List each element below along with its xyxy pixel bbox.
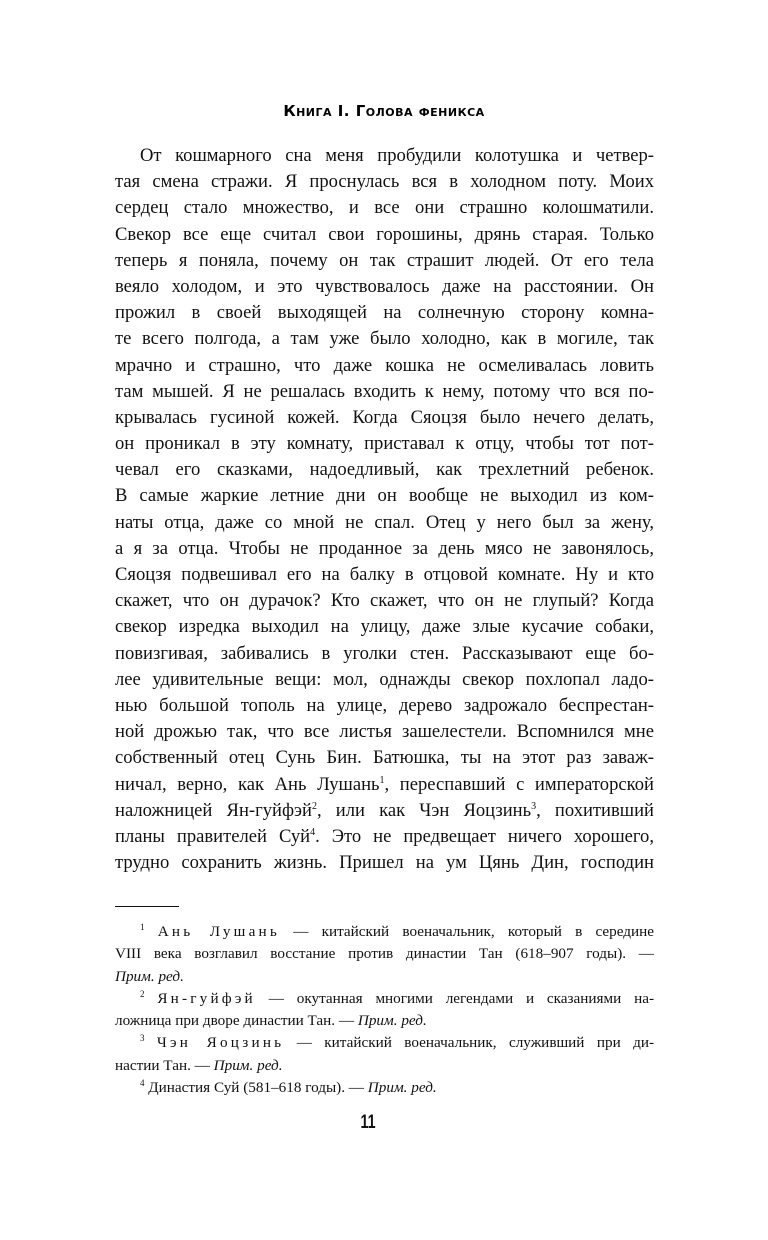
footnote-line	[115, 988, 654, 1010]
footnote-line	[115, 966, 654, 988]
text-segment: повизгивая, забивались в уголки стен. Рассказывают еще бо-	[115, 642, 654, 664]
text-segment: он проникал в эту комнату, приставал к отцу, чтобы тот пот-	[115, 433, 654, 455]
footnote-marker: 3	[140, 1033, 145, 1044]
footnotes	[115, 921, 654, 1099]
text-segment: — китайский военачальник, служивший при ди-	[284, 1034, 655, 1052]
text-segment: наложницей Ян-гуйфэй	[115, 799, 312, 821]
text-line	[115, 195, 654, 221]
text-line	[115, 405, 654, 431]
editor-note: Прим. ред.	[115, 967, 184, 985]
text-segment: чевал его сказками, надоедливый, как трехлетний ребенок.	[115, 459, 654, 481]
footnote-marker: 1	[379, 774, 385, 786]
text-line	[115, 719, 654, 745]
text-line	[115, 353, 654, 379]
text-segment: свекор изредка выходил на улицу, даже злые кусачие собаки,	[115, 616, 654, 638]
text-segment: нью большой тополь на улице, дерево задрожало беспрестан-	[115, 694, 654, 716]
text-line	[115, 431, 654, 457]
text-line	[115, 143, 654, 169]
text-line	[115, 274, 654, 300]
footnote-term: Ян-гуйфэй	[157, 989, 256, 1007]
text-segment: Сяоцзя подвешивал его на балку в отцовой комнате. Ну и кто	[115, 564, 654, 585]
text-line	[115, 483, 654, 509]
footnote-term: Чэн Яоцзинь	[156, 1034, 285, 1052]
text-line	[115, 614, 654, 640]
text-segment: собственный отец Сунь Бин. Батюшка, ты на этот раз заваж-	[115, 747, 654, 769]
page-number: 11	[360, 1112, 376, 1133]
footnote-line	[115, 1077, 654, 1099]
editor-note: Прим. ред.	[213, 1056, 283, 1074]
text-segment: , или как Чэн Яоцзинь	[316, 799, 532, 821]
text-segment: наты отца, даже со мной не спал. Отец у него был за жену,	[115, 511, 654, 533]
text-line	[115, 588, 654, 614]
footnote-marker: 1	[140, 922, 145, 932]
text-line	[115, 745, 654, 771]
footnote-marker: 2	[311, 800, 317, 812]
text-segment: лее удивительные вещи: мол, однажды свекор похлопал ладо-	[115, 668, 654, 690]
footnote-line	[115, 1010, 654, 1032]
text-segment: , переспавший с императорской	[384, 773, 654, 795]
footnote-line	[115, 943, 654, 965]
text-segment: , похитивший	[536, 799, 655, 821]
text-segment: крывалась гусиной кожей. Когда Сяоцзя было нечего делать,	[115, 406, 654, 428]
text-line	[115, 641, 654, 667]
text-segment: скажет, что он дурачок? Кто скажет, что он не глупый? Когда	[115, 590, 654, 612]
main-text	[115, 143, 654, 876]
text-segment: Свекор все еще считал свои горошины, дрянь старая. Только	[115, 223, 654, 245]
text-line	[115, 300, 654, 326]
text-line	[115, 562, 654, 588]
text-line	[115, 248, 654, 274]
text-segment: те всего полгода, а там уже было холодно, как в могиле, так	[115, 328, 654, 350]
text-line	[115, 536, 654, 562]
text-segment: VIII века возглавил восстание против династии Тан (618–907 годы). —	[115, 945, 654, 963]
text-segment: мрачно и страшно, что даже кошка не осмеливалась ловить	[115, 354, 654, 376]
text-segment: ничал, верно, как Ань Лушань	[115, 773, 380, 795]
running-header: Книга I. Голова феникса	[283, 102, 485, 120]
text-line	[115, 772, 654, 798]
text-segment: а я за отца. Чтобы не проданное за день мясо не завонялось,	[115, 537, 654, 559]
text-line	[115, 850, 654, 876]
text-segment: планы правителей Суй	[115, 825, 311, 847]
text-segment: От кошмарного сна меня пробудили колотушка и четвер-	[140, 145, 654, 166]
text-segment: трудно сохранить жизнь. Пришел на ум Цянь Дин, господин	[115, 852, 654, 874]
text-segment: Династия Суй (581–618 годы). —	[148, 1079, 368, 1097]
text-segment: прожил в своей выходящей на солнечную сторону комна-	[115, 302, 654, 324]
text-line	[115, 667, 654, 693]
text-line	[115, 169, 654, 195]
text-segment: ной дрожью так, что все листья зашелестели. Вспомнился мне	[115, 721, 654, 743]
footnote-term: Ань Лушань	[157, 923, 280, 940]
text-segment: В самые жаркие летние дни он вообще не выходил из ком-	[115, 485, 654, 507]
footnote-marker: 4	[310, 826, 316, 838]
editor-note: Прим. ред.	[357, 1012, 427, 1030]
text-segment: настии Тан. —	[115, 1056, 214, 1074]
text-line	[115, 798, 654, 824]
footnote-line	[115, 1055, 654, 1077]
text-segment: там мышей. Я не решалась входить к нему, потому что вся по-	[115, 380, 654, 402]
text-line	[115, 457, 654, 483]
text-line	[115, 326, 654, 352]
text-line	[115, 510, 654, 536]
text-segment: ложница при дворе династии Тан. —	[115, 1012, 358, 1030]
text-line	[115, 693, 654, 719]
text-segment: сердец стало множество, и все они страшно колошматили.	[115, 197, 654, 219]
footnote-marker: 3	[531, 800, 537, 812]
text-segment: веяло холодом, и это чувствовалось даже на расстоянии. Он	[115, 275, 654, 297]
footnote-divider	[115, 906, 179, 907]
editor-note: Прим. ред.	[367, 1079, 437, 1097]
text-segment: теперь я поняла, почему он так страшит людей. От его тела	[115, 249, 654, 271]
footnote-line	[115, 1032, 654, 1054]
footnote-marker: 2	[140, 988, 145, 999]
text-segment: — китайский военачальник, который в середине	[279, 923, 654, 940]
text-segment: тая смена стражи. Я проснулась вся в холодном поту. Моих	[115, 171, 654, 193]
footnote-marker: 4	[140, 1078, 145, 1089]
footnote-line	[115, 921, 654, 943]
text-segment: . Это не предвещает ничего хорошего,	[315, 825, 654, 847]
text-line	[115, 824, 654, 850]
text-line	[115, 222, 654, 248]
text-line	[115, 379, 654, 405]
text-segment: — окутанная многими легендами и сказаниями на-	[255, 989, 655, 1007]
